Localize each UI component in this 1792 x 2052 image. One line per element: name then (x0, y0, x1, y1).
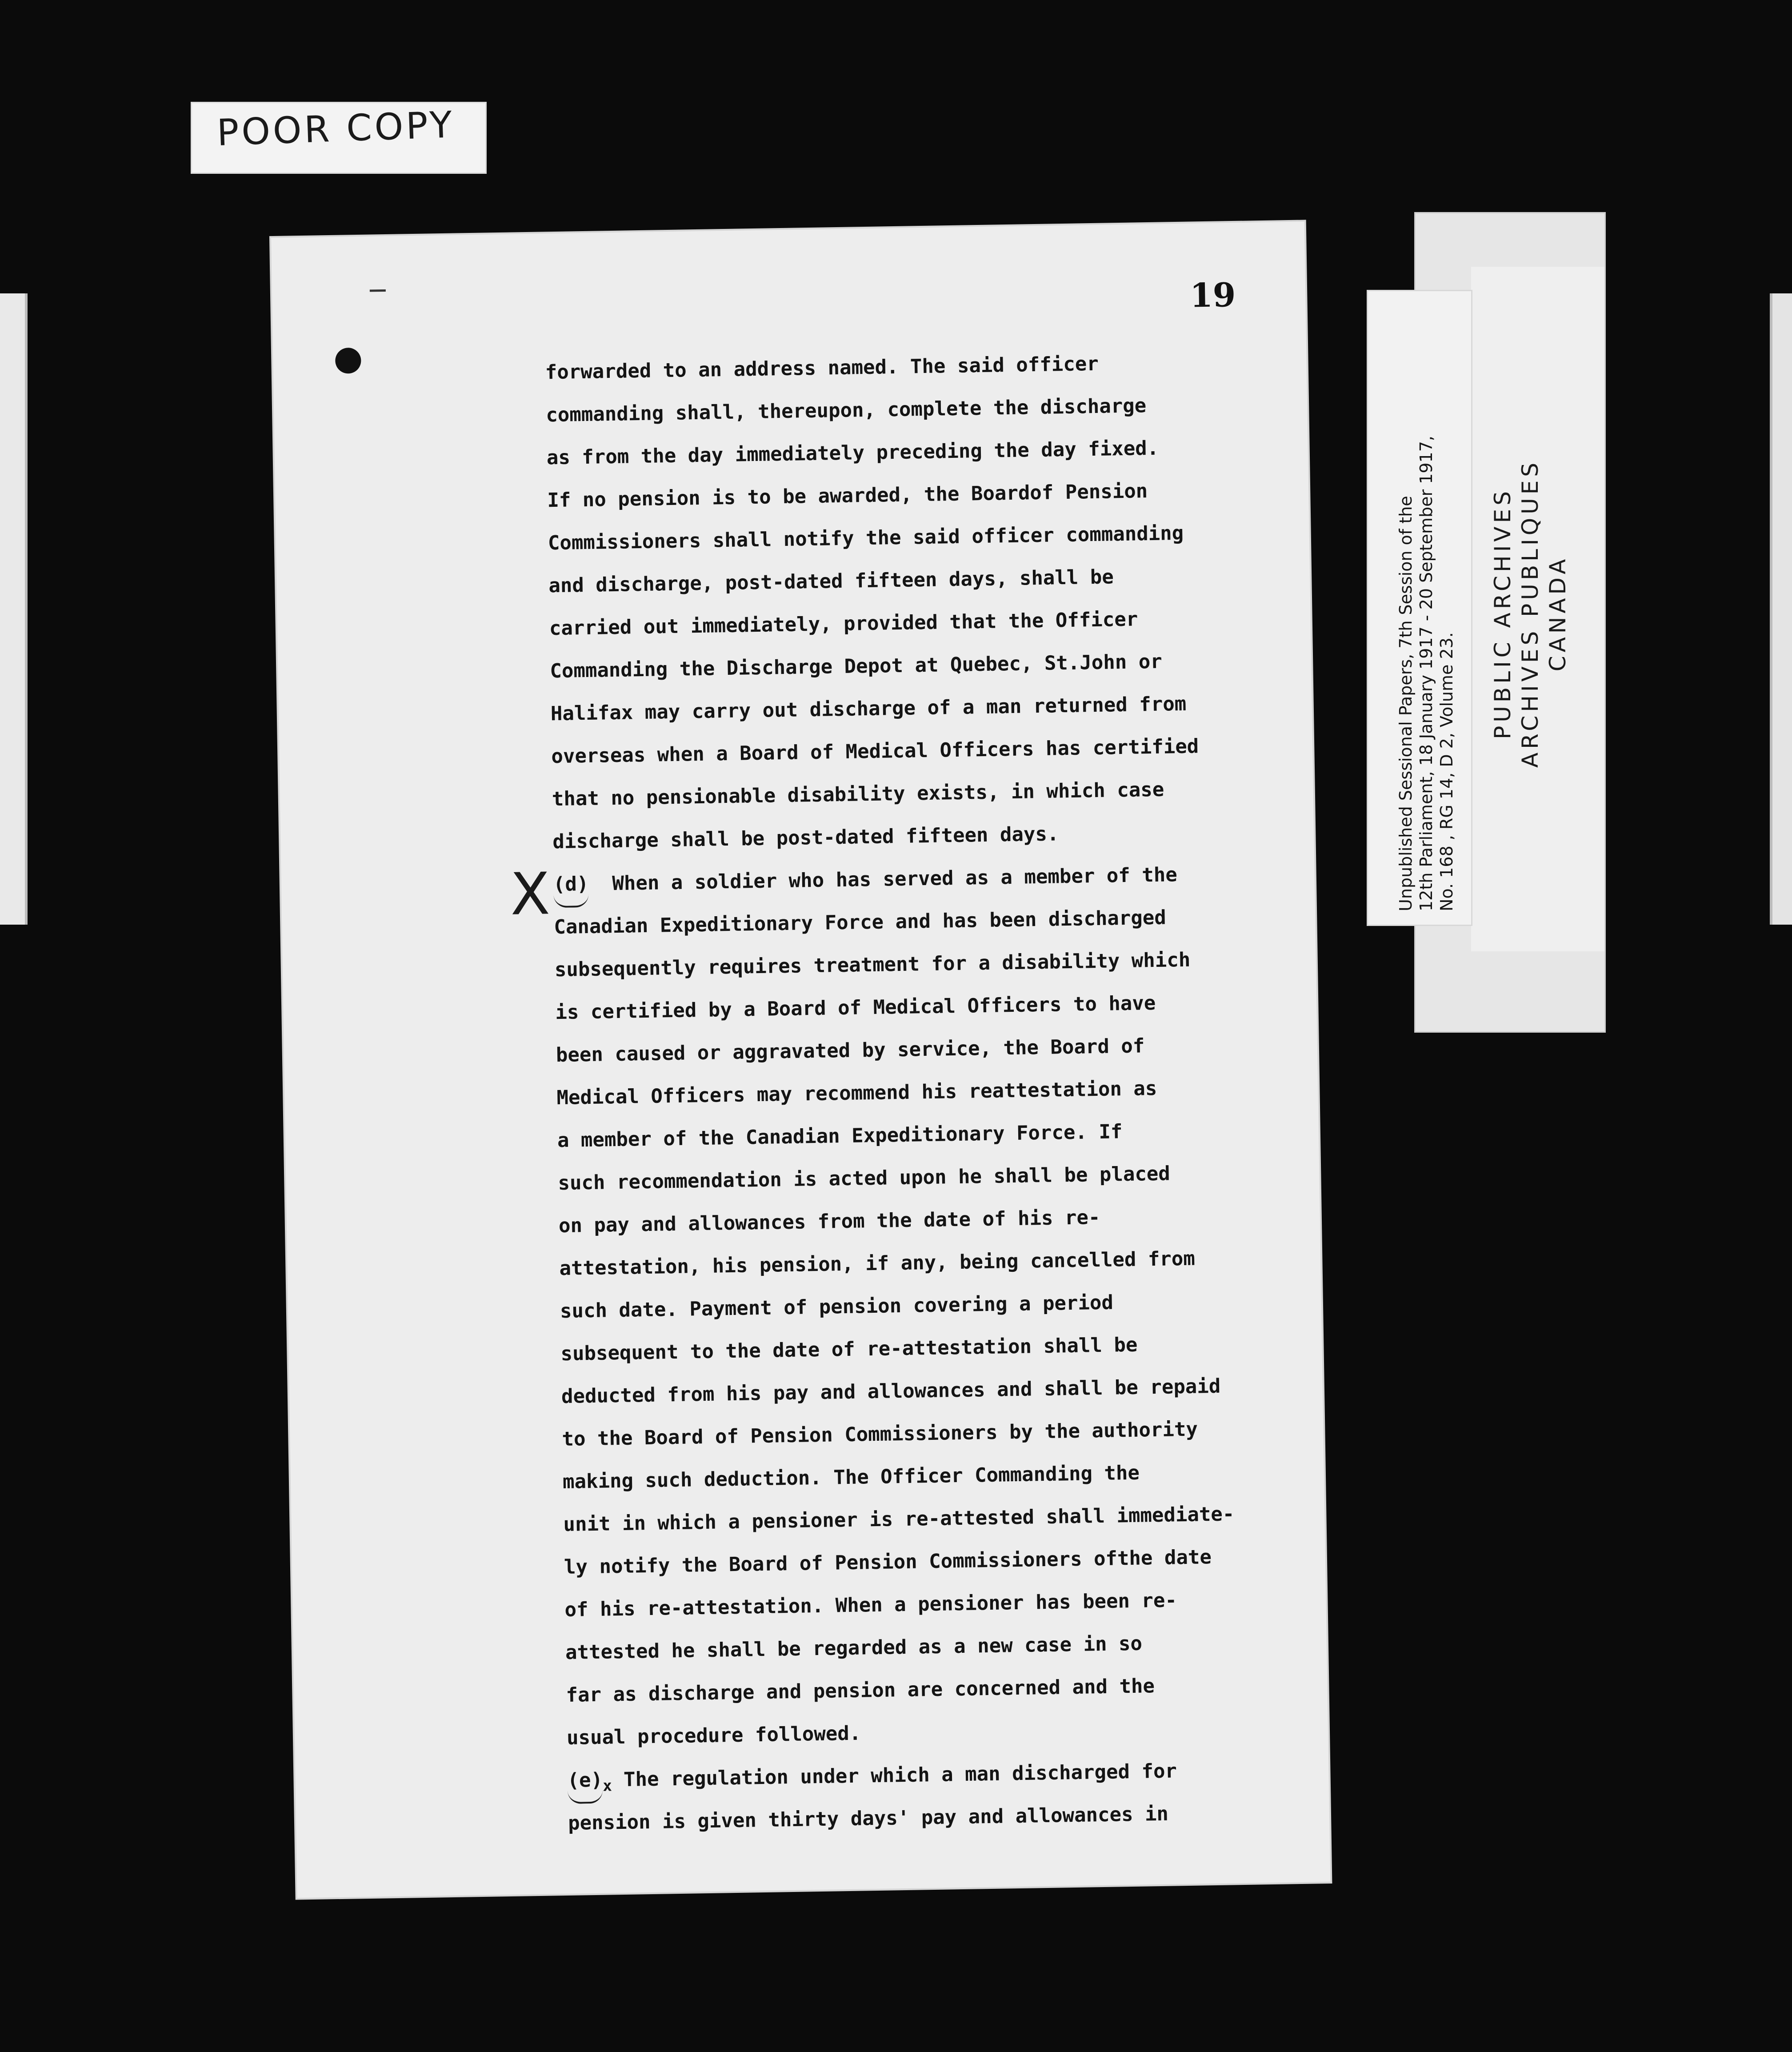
citation-caption (1396, 289, 1457, 911)
text-line: attested he shall be regarded as a new case in so (565, 1632, 1143, 1664)
text-line: subsequently requires treatment for a disability which (554, 948, 1191, 982)
text-line: Commissioners shall notify the said officer commanding (548, 521, 1184, 555)
text-line: Halifax may carry out discharge of a man returned from (550, 692, 1187, 725)
text-line: making such deduction. The Officer Commanding the (562, 1461, 1140, 1494)
punch-hole (335, 348, 361, 374)
poor-copy-text: POOR COPY (216, 104, 456, 154)
document-page (271, 221, 1330, 1898)
text-line: commanding shall, thereupon, complete the discharge (545, 394, 1147, 427)
text-line: Canadian Expeditionary Force and has been discharged (554, 906, 1167, 939)
text-line: to the Board of Pension Commissioners by the authority (562, 1418, 1198, 1451)
caption-line: Unpublished Sessional Papers, 7th Session of the (1396, 496, 1416, 911)
text-line: attestation, his pension, if any, being cancelled from (559, 1247, 1196, 1280)
archives-line: ARCHIVES PUBLIQUES (1517, 459, 1543, 768)
film-edge-left (0, 293, 28, 925)
caption-line: No. 168 , RG 14, D 2, Volume 23. (1437, 632, 1456, 911)
text-line: on pay and allowances from the date of his re- (558, 1206, 1100, 1238)
text-line: overseas when a Board of Medical Officers has certified (551, 735, 1199, 768)
text-line: ly notify the Board of Pension Commissioners ofthe date (564, 1546, 1212, 1579)
text-line: been caused or aggravated by service, the Board of (556, 1034, 1145, 1067)
archives-line: PUBLIC ARCHIVES (1490, 488, 1516, 739)
text-line: If no pension is to be awarded, the Boardof Pension (547, 480, 1148, 512)
text-line: a member of the Canadian Expeditionary Force. If (557, 1120, 1123, 1152)
page-number: 19 (1189, 276, 1236, 315)
poor-copy-label (192, 103, 485, 172)
text-line: carried out immediately, provided that the Officer (549, 608, 1138, 640)
caption-line: 12th Parliament, 18 January 1917 - 20 September 1917, (1416, 436, 1436, 911)
paragraph-marker-e: (e) (567, 1759, 603, 1804)
text-line: subsequent to the date of re-attestation shall be (560, 1333, 1138, 1366)
margin-x-mark: X (510, 860, 551, 928)
paragraph-marker-d: (d) (553, 863, 589, 908)
text-line: as from the day immediately preceding the day fixed. (546, 437, 1159, 469)
text-line: pension is given thirty days' pay and allowances in (568, 1802, 1169, 1835)
text-line: The regulation under which a man discharged for (623, 1759, 1177, 1791)
text-line: such recommendation is acted upon he shall be placed (558, 1162, 1171, 1195)
film-edge-right (1770, 293, 1792, 925)
text-line: deducted from his pay and allowances and shall be repaid (561, 1375, 1221, 1408)
text-line: usual procedure followed. (566, 1722, 861, 1749)
text-line: Medical Officers may recommend his reattestation as (556, 1077, 1157, 1110)
text-line: Commanding the Discharge Depot at Quebec, St.John or (549, 650, 1163, 683)
inline-x-mark: x (602, 1777, 612, 1795)
text-line: of his re-attestation. When a pensioner has been re- (564, 1589, 1177, 1622)
text-line: far as discharge and pension are concerned and the (566, 1675, 1155, 1707)
page-tick-mark (370, 289, 386, 292)
text-line: When a soldier who has served as a member of the (612, 863, 1178, 895)
text-line: that no pensionable disability exists, in which case (552, 778, 1164, 811)
text-line: is certified by a Board of Medical Officers to have (555, 991, 1156, 1024)
text-line: and discharge, post-dated fifteen days, shall be (548, 565, 1114, 597)
archives-line: CANADA (1545, 555, 1571, 672)
text-line: such date. Payment of pension covering a period (560, 1291, 1114, 1323)
text-line: unit in which a pensioner is re-attested shall immediate- (563, 1503, 1235, 1536)
text-line: forwarded to an address named. The said officer (545, 352, 1099, 384)
public-archives-stamp (1489, 413, 1572, 814)
page-body-text (545, 340, 1302, 1845)
text-line: discharge shall be post-dated fifteen days. (552, 822, 1059, 854)
